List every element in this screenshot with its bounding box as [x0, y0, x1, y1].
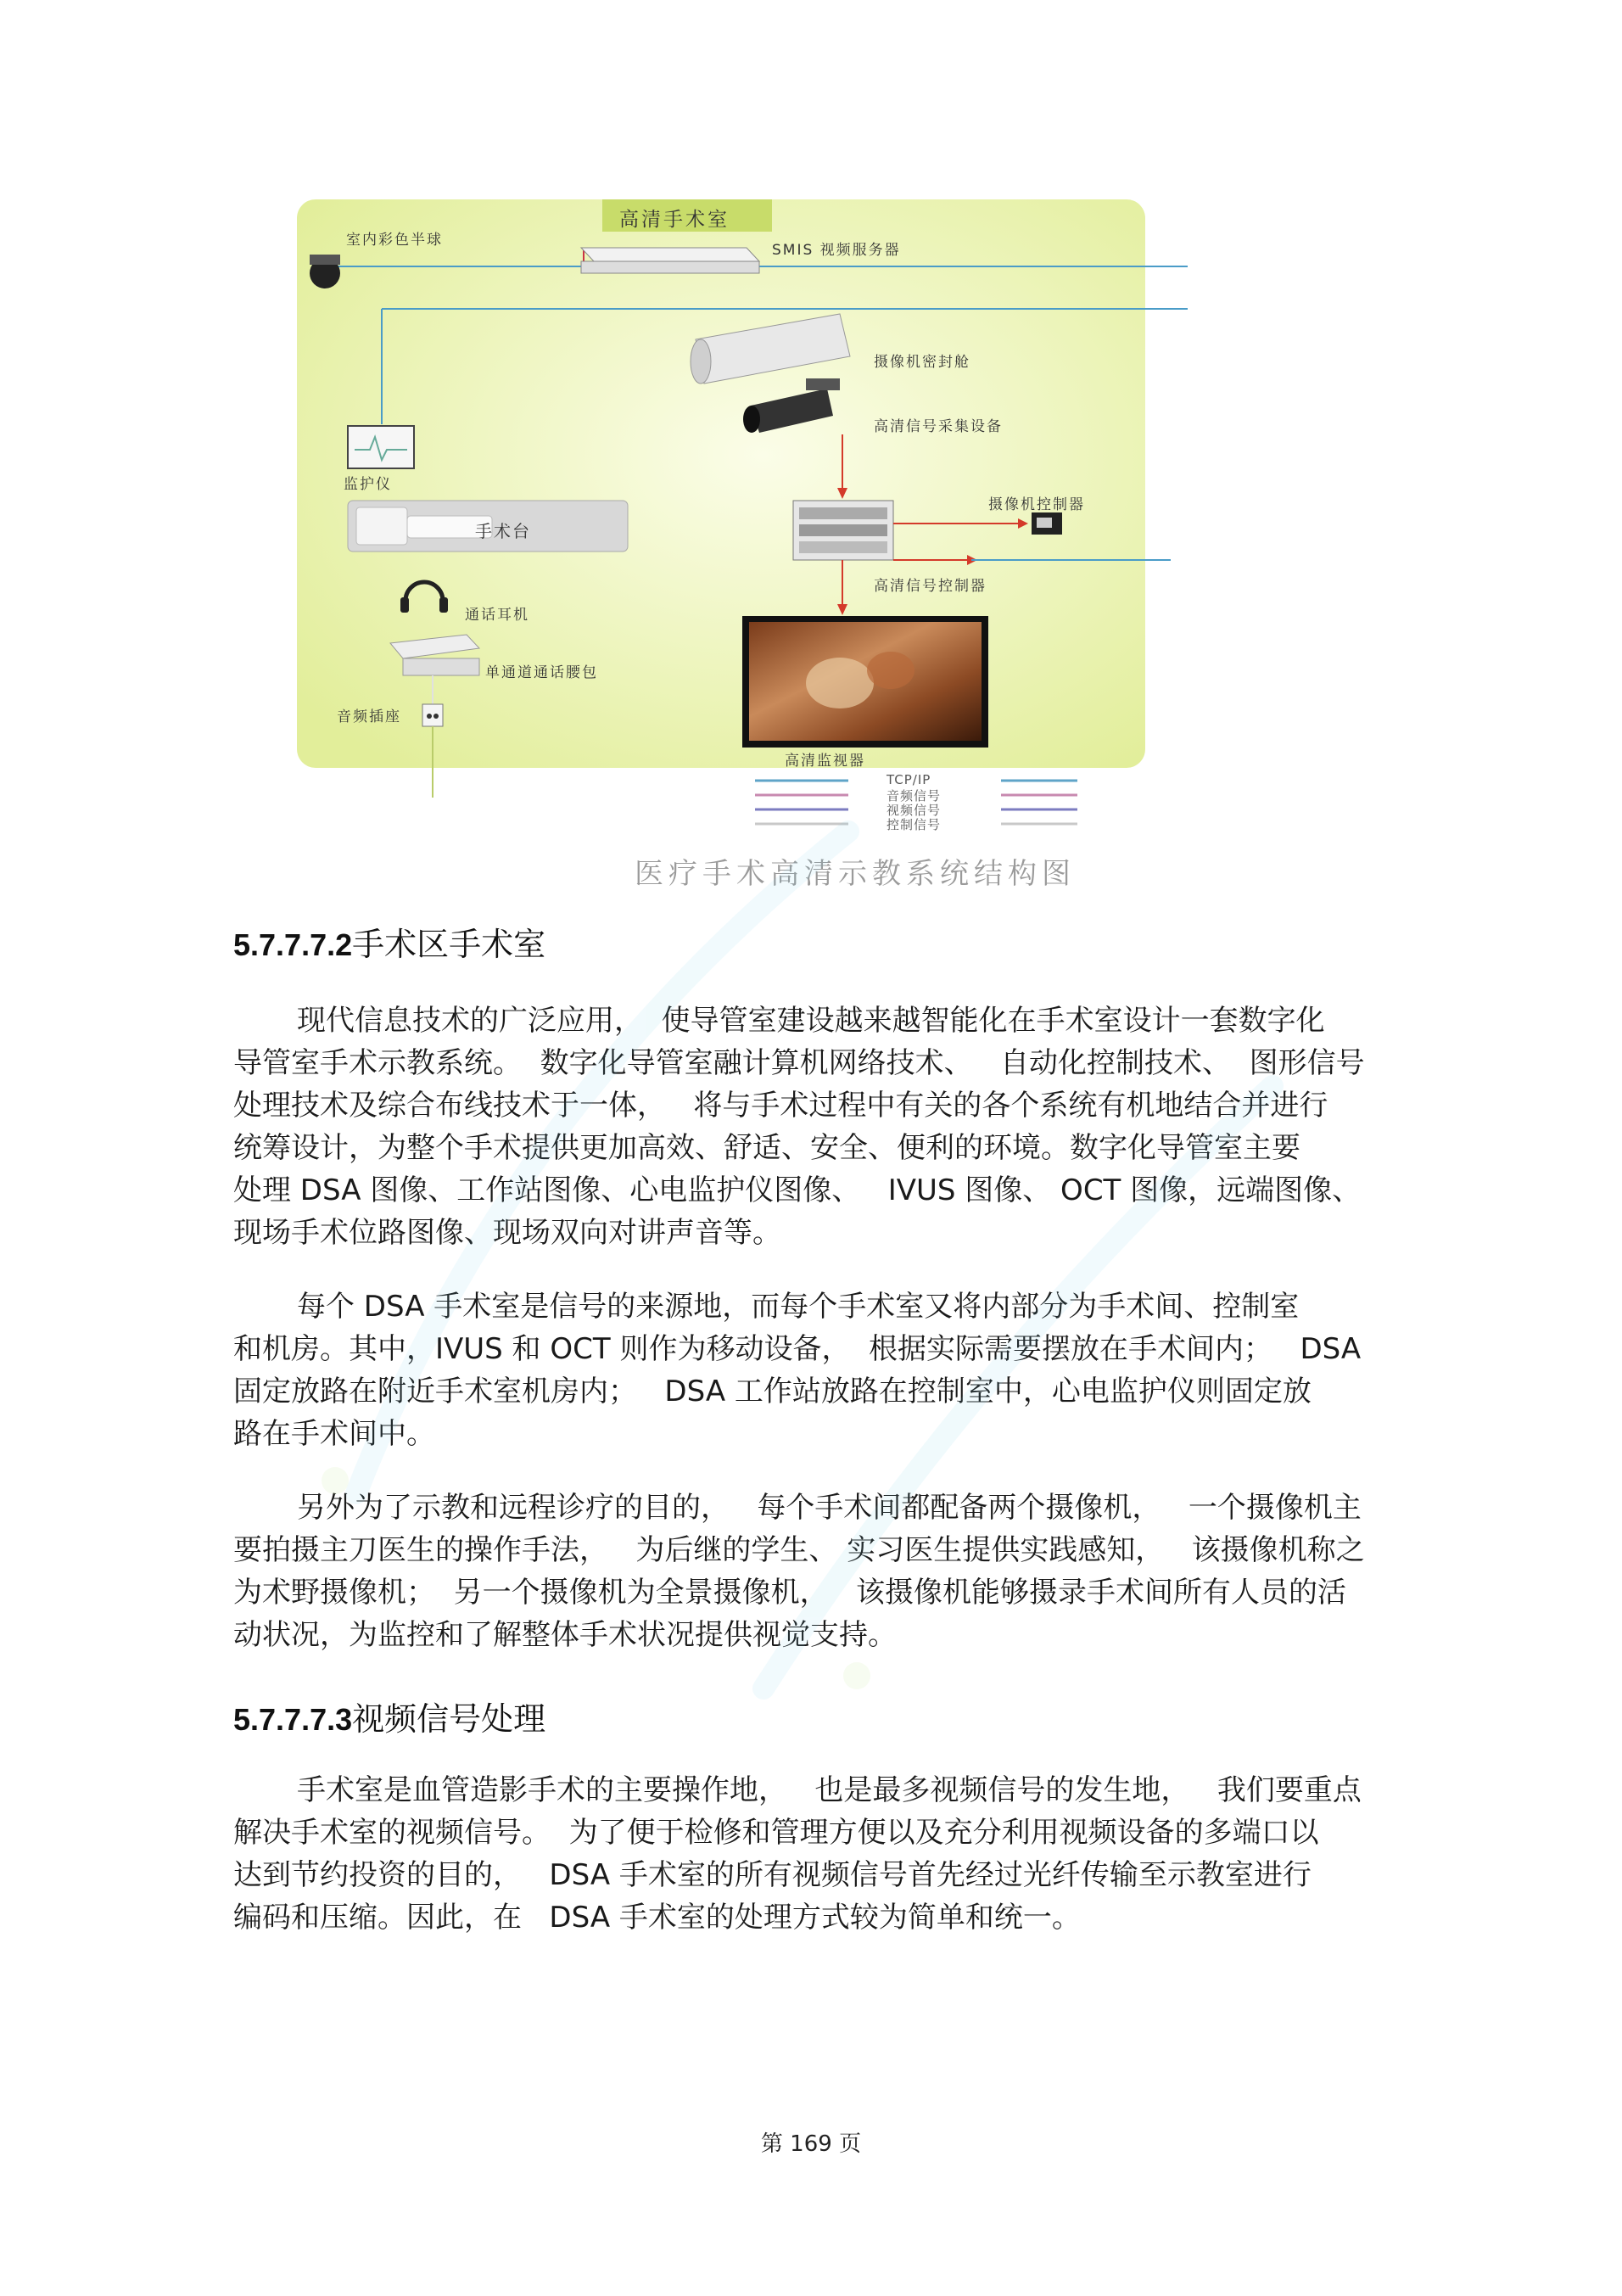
- legend-label-control: 控制信号: [887, 817, 942, 832]
- page-number: 第 169 页: [760, 2131, 862, 2157]
- section-number: 5.7.7.7.2: [233, 927, 353, 962]
- label-hd-controller: 高清信号控制器: [874, 578, 987, 595]
- legend-label-tcpip: TCP/IP: [887, 772, 931, 787]
- diagram-background: [297, 199, 1145, 768]
- label-operating-table: 手术台: [475, 521, 531, 541]
- paragraph: [233, 1285, 1438, 1455]
- hd-display-icon: [742, 616, 988, 748]
- paragraph-line: 解决手术室的视频信号。 为了便于检修和管理方便以及充分利用视频设备的多端口以: [233, 1816, 1319, 1850]
- audio-socket-icon: [422, 704, 443, 726]
- paragraph-line: 达到节约投资的目的， DSA 手术室的所有视频信号首先经过光纤传输至示教室进行: [233, 1858, 1312, 1892]
- paragraph-line: 固定放路在附近手术室机房内； DSA 工作站放路在控制室中，心电监护仪则固定放: [233, 1375, 1312, 1408]
- paragraph-line: 现场手术位路图像、现场双向对讲声音等。: [233, 1216, 781, 1250]
- section-number: 5.7.7.7.3: [233, 1702, 353, 1737]
- paragraph-line: 手术室是血管造影手术的主要操作地， 也是最多视频信号的发生地， 我们要重点: [297, 1773, 1362, 1807]
- label-belt-pack: 单通道通话腰包: [485, 664, 598, 681]
- label-camera-controller: 摄像机控制器: [988, 496, 1085, 513]
- paragraph-line: 为术野摄像机； 另一个摄像机为全景摄像机， 该摄像机能够摄录手术间所有人员的活: [233, 1576, 1347, 1610]
- video-server-icon: [581, 248, 759, 273]
- label-hd-display: 高清监视器: [785, 753, 865, 770]
- paragraph-line: 统筹设计，为整个手术提供更加高效、舒适、安全、便利的环境。数字化导管室主要: [233, 1131, 1300, 1165]
- label-video-server: SMIS 视频服务器: [772, 242, 901, 259]
- paragraph-line: 处理 DSA 图像、工作站图像、心电监护仪图像、 IVUS 图像、 OCT 图像，远端图像、: [233, 1173, 1362, 1207]
- section-heading: [233, 918, 545, 965]
- legend-label-video: 视频信号: [887, 803, 942, 818]
- diagram-caption: 医疗手术高清示教系统结构图: [635, 857, 1076, 891]
- paragraph-line: 另外为了示教和远程诊疗的目的， 每个手术间都配备两个摄像机， 一个摄像机主: [297, 1491, 1362, 1525]
- section-title: 视频信号处理: [352, 1700, 546, 1738]
- diagram-graphics: [297, 195, 1230, 891]
- paragraph-line: 编码和压缩。因此，在 DSA 手术室的处理方式较为简单和统一。: [233, 1901, 1081, 1935]
- diagram-title: 高清手术室: [619, 209, 730, 231]
- label-patient-monitor: 监护仪: [344, 476, 392, 493]
- label-dome-camera: 室内彩色半球: [346, 232, 443, 249]
- paragraph-line: 路在手术间中。: [233, 1417, 435, 1451]
- legend-label-audio: 音频信号: [887, 788, 942, 804]
- paragraph: [233, 1769, 1438, 1939]
- paragraph-line: 处理技术及综合布线技术于一体， 将与手术过程中有关的各个系统有机地结合并进行: [233, 1089, 1328, 1123]
- label-camera-housing: 摄像机密封舱: [874, 354, 970, 371]
- label-audio-socket: 音频插座: [337, 708, 401, 725]
- label-hd-capture: 高清信号采集设备: [874, 418, 1003, 435]
- paragraph: [233, 1000, 1438, 1254]
- paragraph-line: 要拍摄主刀医生的操作手法， 为后继的学生、 实习医生提供实践感知， 该摄像机称之: [233, 1533, 1365, 1567]
- label-headset: 通话耳机: [465, 607, 529, 624]
- paragraph-line: 现代信息技术的广泛应用， 使导管室建设越来越智能化在手术室设计一套数字化: [297, 1004, 1325, 1038]
- section-title: 手术区手术室: [352, 926, 546, 963]
- paragraph-line: 动状况，为监控和了解整体手术状况提供视觉支持。: [233, 1618, 897, 1652]
- section-heading: [233, 1693, 545, 1739]
- paragraph-line: 和机房。其中，IVUS 和 OCT 则作为移动设备， 根据实际需要摆放在手术间内； DSA: [233, 1332, 1362, 1366]
- paragraph-line: 导管室手术示教系统。 数字化导管室融计算机网络技术、 自动化控制技术、 图形信号: [233, 1046, 1365, 1080]
- system-diagram: [297, 195, 1230, 891]
- patient-monitor-icon: [348, 426, 414, 468]
- dome-camera-icon: [310, 255, 340, 288]
- camera-controller-icon: [1032, 512, 1062, 535]
- hd-controller-icon: [793, 501, 893, 560]
- paragraph-line: 每个 DSA 手术室是信号的来源地，而每个手术室又将内部分为手术间、控制室: [297, 1290, 1300, 1324]
- paragraph: [233, 1487, 1438, 1656]
